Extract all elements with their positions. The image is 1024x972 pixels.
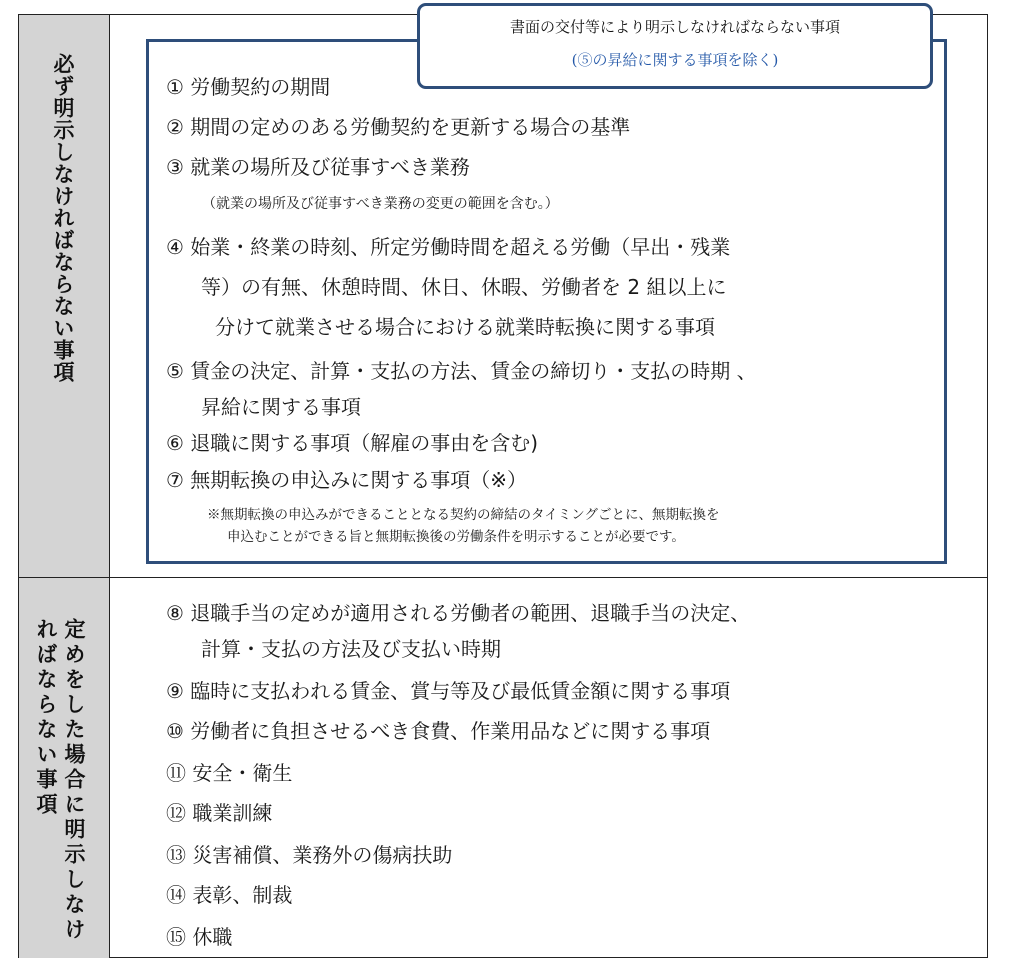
column-divider (109, 15, 110, 957)
required-section-header (19, 15, 109, 577)
callout-exception: (⑤の昇給に関する事項を除く) (571, 51, 779, 69)
list-item: ⑤ 賃金の決定、計算・支払の方法、賃金の締切り・支払の時期 、 (166, 359, 757, 383)
conditions-table (18, 14, 988, 958)
list-item-continued: 等）の有無、休憩時間、休日、休暇、労働者を 2 組以上に (201, 275, 727, 299)
list-item-continued: 昇給に関する事項 (201, 395, 361, 419)
list-item-continued: 分けて就業させる場合における就業時転換に関する事項 (215, 315, 715, 339)
footnote: ※無期転換の申込みができることとなる契約の締結のタイミングごとに、無期転換を (207, 507, 720, 523)
conditional-header-label: 定めをした場合に明示しなければならない事項 (34, 618, 86, 943)
list-item: ⑮ 休職 (166, 925, 233, 949)
list-item-continued: 計算・支払の方法及び支払い時期 (201, 637, 501, 661)
list-item: ⑫ 職業訓練 (166, 801, 273, 825)
written-disclosure-callout (417, 3, 933, 89)
footnote: 申込むことができる旨と無期転換後の労働条件を明示することが必要です。 (227, 529, 685, 545)
list-item: ① 労働契約の期間 (166, 75, 331, 99)
list-item: ② 期間の定めのある労働契約を更新する場合の基準 (166, 115, 631, 139)
list-item-note: （就業の場所及び従事すべき業務の変更の範囲を含む。） (202, 196, 559, 212)
conditional-section-header (19, 578, 109, 958)
list-item: ⑧ 退職手当の定めが適用される労働者の範囲、退職手当の決定、 (166, 601, 751, 625)
list-item: ⑩ 労働者に負担させるべき食費、作業用品などに関する事項 (166, 719, 711, 743)
required-header-label: 必ず明示しなければならない事項 (51, 53, 75, 383)
list-item: ⑦ 無期転換の申込みに関する事項（※） (166, 468, 528, 492)
callout-title: 書面の交付等により明示しなければならない事項 (509, 18, 840, 36)
list-item: ⑬ 災害補償、業務外の傷病扶助 (166, 843, 453, 867)
list-item: ⑪ 安全・衛生 (166, 761, 293, 785)
list-item: ⑥ 退職に関する事項（解雇の事由を含む) (166, 431, 539, 455)
list-item: ⑨ 臨時に支払われる賃金、賞与等及び最低賃金額に関する事項 (166, 679, 731, 703)
list-item: ④ 始業・終業の時刻、所定労働時間を超える労働（早出・残業 (166, 235, 731, 259)
section-divider (19, 577, 987, 578)
list-item: ⑭ 表彰、制裁 (166, 883, 293, 907)
list-item: ③ 就業の場所及び従事すべき業務 (166, 155, 470, 179)
